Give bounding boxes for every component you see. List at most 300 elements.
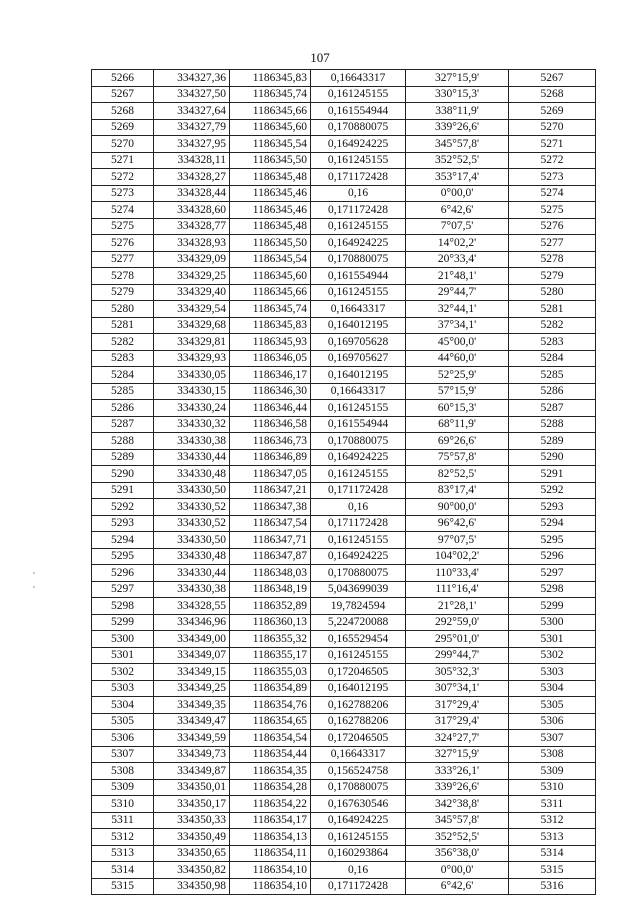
bearing-cell: 317°29,4' — [406, 697, 509, 714]
bearing-cell: 45°00,0' — [406, 334, 509, 351]
bearing-cell: 60°15,3' — [406, 400, 509, 417]
table-row — [92, 152, 596, 169]
scan-speck — [33, 572, 35, 574]
y-coordinate-cell: 1186354,10 — [230, 878, 311, 895]
distance-cell: 0,164012195 — [311, 680, 406, 697]
bearing-cell: 32°44,1' — [406, 301, 509, 318]
table-row — [92, 466, 596, 483]
x-coordinate-cell: 334330,44 — [154, 449, 230, 466]
y-coordinate-cell: 1186346,30 — [230, 383, 311, 400]
next-point-cell: 5293 — [509, 499, 596, 516]
x-coordinate-cell: 334329,68 — [154, 317, 230, 334]
y-coordinate-cell: 1186345,74 — [230, 301, 311, 318]
distance-cell: 0,172046505 — [311, 730, 406, 747]
bearing-cell: 345°57,8' — [406, 812, 509, 829]
distance-cell: 0,171172428 — [311, 482, 406, 499]
table-row — [92, 746, 596, 763]
y-coordinate-cell: 1186345,46 — [230, 202, 311, 219]
next-point-cell: 5270 — [509, 119, 596, 136]
next-point-cell: 5304 — [509, 680, 596, 697]
table-row — [92, 235, 596, 252]
next-point-cell: 5279 — [509, 268, 596, 285]
next-point-cell: 5277 — [509, 235, 596, 252]
next-point-cell: 5271 — [509, 136, 596, 153]
point-number-cell: 5281 — [92, 317, 154, 334]
y-coordinate-cell: 1186345,93 — [230, 334, 311, 351]
bearing-cell: 317°29,4' — [406, 713, 509, 730]
bearing-cell: 0°00,0' — [406, 185, 509, 202]
y-coordinate-cell: 1186354,65 — [230, 713, 311, 730]
distance-cell: 0,162788206 — [311, 697, 406, 714]
y-coordinate-cell: 1186354,17 — [230, 812, 311, 829]
x-coordinate-cell: 334330,48 — [154, 466, 230, 483]
next-point-cell: 5280 — [509, 284, 596, 301]
bearing-cell: 305°32,3' — [406, 664, 509, 681]
next-point-cell: 5312 — [509, 812, 596, 829]
next-point-cell: 5287 — [509, 400, 596, 417]
next-point-cell: 5310 — [509, 779, 596, 796]
distance-cell: 0,161554944 — [311, 268, 406, 285]
table-row — [92, 416, 596, 433]
next-point-cell: 5315 — [509, 862, 596, 879]
table-row — [92, 680, 596, 697]
distance-cell: 0,161245155 — [311, 86, 406, 103]
distance-cell: 0,164924225 — [311, 449, 406, 466]
point-number-cell: 5279 — [92, 284, 154, 301]
y-coordinate-cell: 1186360,13 — [230, 614, 311, 631]
point-number-cell: 5293 — [92, 515, 154, 532]
point-number-cell: 5307 — [92, 746, 154, 763]
distance-cell: 0,161554944 — [311, 416, 406, 433]
point-number-cell: 5275 — [92, 218, 154, 235]
table-row — [92, 433, 596, 450]
bearing-cell: 14°02,2' — [406, 235, 509, 252]
point-number-cell: 5296 — [92, 565, 154, 582]
point-number-cell: 5286 — [92, 400, 154, 417]
table-row — [92, 268, 596, 285]
bearing-cell: 292°59,0' — [406, 614, 509, 631]
table-row — [92, 136, 596, 153]
y-coordinate-cell: 1186347,05 — [230, 466, 311, 483]
next-point-cell: 5274 — [509, 185, 596, 202]
next-point-cell: 5295 — [509, 532, 596, 549]
point-number-cell: 5270 — [92, 136, 154, 153]
y-coordinate-cell: 1186345,60 — [230, 119, 311, 136]
x-coordinate-cell: 334329,40 — [154, 284, 230, 301]
bearing-cell: 37°34,1' — [406, 317, 509, 334]
x-coordinate-cell: 334349,35 — [154, 697, 230, 714]
y-coordinate-cell: 1186347,21 — [230, 482, 311, 499]
next-point-cell: 5303 — [509, 664, 596, 681]
distance-cell: 0,170880075 — [311, 251, 406, 268]
y-coordinate-cell: 1186345,66 — [230, 284, 311, 301]
bearing-cell: 90°00,0' — [406, 499, 509, 516]
bearing-cell: 352°52,5' — [406, 152, 509, 169]
point-number-cell: 5273 — [92, 185, 154, 202]
next-point-cell: 5283 — [509, 334, 596, 351]
next-point-cell: 5282 — [509, 317, 596, 334]
x-coordinate-cell: 334328,55 — [154, 598, 230, 615]
x-coordinate-cell: 334329,93 — [154, 350, 230, 367]
point-number-cell: 5300 — [92, 631, 154, 648]
distance-cell: 0,169705628 — [311, 334, 406, 351]
x-coordinate-cell: 334327,64 — [154, 103, 230, 120]
x-coordinate-cell: 334328,93 — [154, 235, 230, 252]
y-coordinate-cell: 1186348,03 — [230, 565, 311, 582]
bearing-cell: 338°11,9' — [406, 103, 509, 120]
bearing-cell: 6°42,6' — [406, 878, 509, 895]
y-coordinate-cell: 1186354,76 — [230, 697, 311, 714]
y-coordinate-cell: 1186354,22 — [230, 796, 311, 813]
table-row — [92, 614, 596, 631]
table-row — [92, 647, 596, 664]
point-number-cell: 5269 — [92, 119, 154, 136]
next-point-cell: 5289 — [509, 433, 596, 450]
x-coordinate-cell: 334349,59 — [154, 730, 230, 747]
table-row — [92, 548, 596, 565]
x-coordinate-cell: 334330,48 — [154, 548, 230, 565]
next-point-cell: 5311 — [509, 796, 596, 813]
next-point-cell: 5298 — [509, 581, 596, 598]
point-number-cell: 5310 — [92, 796, 154, 813]
x-coordinate-cell: 334327,36 — [154, 70, 230, 87]
distance-cell: 0,161245155 — [311, 829, 406, 846]
table-row — [92, 878, 596, 895]
table-row — [92, 598, 596, 615]
x-coordinate-cell: 334350,17 — [154, 796, 230, 813]
table-row — [92, 779, 596, 796]
bearing-cell: 327°15,9' — [406, 746, 509, 763]
bearing-cell: 0°00,0' — [406, 862, 509, 879]
distance-cell: 0,160293864 — [311, 845, 406, 862]
distance-cell: 0,16643317 — [311, 301, 406, 318]
distance-cell: 0,161245155 — [311, 532, 406, 549]
bearing-cell: 82°52,5' — [406, 466, 509, 483]
table-row — [92, 284, 596, 301]
bearing-cell: 52°25,9' — [406, 367, 509, 384]
next-point-cell: 5268 — [509, 86, 596, 103]
table-row — [92, 218, 596, 235]
distance-cell: 0,164012195 — [311, 367, 406, 384]
y-coordinate-cell: 1186345,50 — [230, 152, 311, 169]
table-row — [92, 70, 596, 87]
x-coordinate-cell: 334328,11 — [154, 152, 230, 169]
point-number-cell: 5292 — [92, 499, 154, 516]
table-row — [92, 317, 596, 334]
table-row — [92, 185, 596, 202]
x-coordinate-cell: 334330,50 — [154, 482, 230, 499]
table-row — [92, 119, 596, 136]
y-coordinate-cell: 1186354,11 — [230, 845, 311, 862]
point-number-cell: 5295 — [92, 548, 154, 565]
x-coordinate-cell: 334330,52 — [154, 515, 230, 532]
bearing-cell: 111°16,4' — [406, 581, 509, 598]
table-row — [92, 697, 596, 714]
x-coordinate-cell: 334349,15 — [154, 664, 230, 681]
distance-cell: 0,164924225 — [311, 136, 406, 153]
distance-cell: 0,16 — [311, 185, 406, 202]
bearing-cell: 97°07,5' — [406, 532, 509, 549]
point-number-cell: 5289 — [92, 449, 154, 466]
bearing-cell: 69°26,6' — [406, 433, 509, 450]
bearing-cell: 29°44,7' — [406, 284, 509, 301]
bearing-cell: 299°44,7' — [406, 647, 509, 664]
point-number-cell: 5298 — [92, 598, 154, 615]
distance-cell: 0,16643317 — [311, 746, 406, 763]
point-number-cell: 5304 — [92, 697, 154, 714]
bearing-cell: 68°11,9' — [406, 416, 509, 433]
next-point-cell: 5296 — [509, 548, 596, 565]
x-coordinate-cell: 334350,82 — [154, 862, 230, 879]
bearing-cell: 327°15,9' — [406, 70, 509, 87]
table-row — [92, 812, 596, 829]
y-coordinate-cell: 1186355,03 — [230, 664, 311, 681]
distance-cell: 0,171172428 — [311, 169, 406, 186]
table-row — [92, 301, 596, 318]
bearing-cell: 110°33,4' — [406, 565, 509, 582]
y-coordinate-cell: 1186355,17 — [230, 647, 311, 664]
next-point-cell: 5269 — [509, 103, 596, 120]
distance-cell: 19,7824594 — [311, 598, 406, 615]
next-point-cell: 5297 — [509, 565, 596, 582]
bearing-cell: 295°01,0' — [406, 631, 509, 648]
next-point-cell: 5290 — [509, 449, 596, 466]
distance-cell: 0,161245155 — [311, 152, 406, 169]
x-coordinate-cell: 334330,44 — [154, 565, 230, 582]
point-number-cell: 5271 — [92, 152, 154, 169]
point-number-cell: 5294 — [92, 532, 154, 549]
table-row — [92, 400, 596, 417]
next-point-cell: 5285 — [509, 367, 596, 384]
bearing-cell: 20°33,4' — [406, 251, 509, 268]
point-number-cell: 5311 — [92, 812, 154, 829]
table-row — [92, 845, 596, 862]
x-coordinate-cell: 334328,44 — [154, 185, 230, 202]
y-coordinate-cell: 1186345,60 — [230, 268, 311, 285]
distance-cell: 0,161245155 — [311, 400, 406, 417]
bearing-cell: 104°02,2' — [406, 548, 509, 565]
y-coordinate-cell: 1186347,54 — [230, 515, 311, 532]
x-coordinate-cell: 334349,87 — [154, 763, 230, 780]
distance-cell: 0,16643317 — [311, 70, 406, 87]
x-coordinate-cell: 334350,49 — [154, 829, 230, 846]
point-number-cell: 5306 — [92, 730, 154, 747]
table-row — [92, 515, 596, 532]
coordinate-table-body — [92, 70, 596, 895]
table-row — [92, 86, 596, 103]
scan-speck — [33, 586, 35, 588]
distance-cell: 0,170880075 — [311, 565, 406, 582]
next-point-cell: 5294 — [509, 515, 596, 532]
y-coordinate-cell: 1186354,10 — [230, 862, 311, 879]
table-row — [92, 251, 596, 268]
distance-cell: 0,170880075 — [311, 433, 406, 450]
bearing-cell: 83°17,4' — [406, 482, 509, 499]
point-number-cell: 5274 — [92, 202, 154, 219]
point-number-cell: 5302 — [92, 664, 154, 681]
x-coordinate-cell: 334330,38 — [154, 433, 230, 450]
y-coordinate-cell: 1186346,05 — [230, 350, 311, 367]
distance-cell: 5,224720088 — [311, 614, 406, 631]
next-point-cell: 5288 — [509, 416, 596, 433]
table-row — [92, 367, 596, 384]
bearing-cell: 339°26,6' — [406, 779, 509, 796]
y-coordinate-cell: 1186355,32 — [230, 631, 311, 648]
distance-cell: 0,164924225 — [311, 812, 406, 829]
y-coordinate-cell: 1186346,17 — [230, 367, 311, 384]
next-point-cell: 5302 — [509, 647, 596, 664]
x-coordinate-cell: 334329,54 — [154, 301, 230, 318]
y-coordinate-cell: 1186347,87 — [230, 548, 311, 565]
bearing-cell: 345°57,8' — [406, 136, 509, 153]
x-coordinate-cell: 334330,52 — [154, 499, 230, 516]
next-point-cell: 5284 — [509, 350, 596, 367]
y-coordinate-cell: 1186348,19 — [230, 581, 311, 598]
coordinate-table — [91, 69, 596, 895]
table-row — [92, 664, 596, 681]
distance-cell: 0,161554944 — [311, 103, 406, 120]
x-coordinate-cell: 334328,60 — [154, 202, 230, 219]
distance-cell: 0,16643317 — [311, 383, 406, 400]
point-number-cell: 5309 — [92, 779, 154, 796]
next-point-cell: 5299 — [509, 598, 596, 615]
y-coordinate-cell: 1186352,89 — [230, 598, 311, 615]
bearing-cell: 75°57,8' — [406, 449, 509, 466]
y-coordinate-cell: 1186354,89 — [230, 680, 311, 697]
next-point-cell: 5276 — [509, 218, 596, 235]
bearing-cell: 356°38,0' — [406, 845, 509, 862]
next-point-cell: 5314 — [509, 845, 596, 862]
distance-cell: 0,16 — [311, 862, 406, 879]
point-number-cell: 5291 — [92, 482, 154, 499]
x-coordinate-cell: 334328,77 — [154, 218, 230, 235]
y-coordinate-cell: 1186354,28 — [230, 779, 311, 796]
table-row — [92, 499, 596, 516]
bearing-cell: 339°26,6' — [406, 119, 509, 136]
y-coordinate-cell: 1186345,46 — [230, 185, 311, 202]
next-point-cell: 5291 — [509, 466, 596, 483]
distance-cell: 0,170880075 — [311, 119, 406, 136]
bearing-cell: 96°42,6' — [406, 515, 509, 532]
bearing-cell: 6°42,6' — [406, 202, 509, 219]
bearing-cell: 307°34,1' — [406, 680, 509, 697]
point-number-cell: 5301 — [92, 647, 154, 664]
next-point-cell: 5301 — [509, 631, 596, 648]
x-coordinate-cell: 334349,25 — [154, 680, 230, 697]
point-number-cell: 5314 — [92, 862, 154, 879]
table-row — [92, 565, 596, 582]
point-number-cell: 5268 — [92, 103, 154, 120]
table-row — [92, 862, 596, 879]
x-coordinate-cell: 334350,33 — [154, 812, 230, 829]
x-coordinate-cell: 334330,38 — [154, 581, 230, 598]
y-coordinate-cell: 1186345,83 — [230, 70, 311, 87]
point-number-cell: 5308 — [92, 763, 154, 780]
x-coordinate-cell: 334330,32 — [154, 416, 230, 433]
x-coordinate-cell: 334327,50 — [154, 86, 230, 103]
x-coordinate-cell: 334329,81 — [154, 334, 230, 351]
x-coordinate-cell: 334349,73 — [154, 746, 230, 763]
bearing-cell: 21°48,1' — [406, 268, 509, 285]
table-row — [92, 482, 596, 499]
x-coordinate-cell: 334330,15 — [154, 383, 230, 400]
x-coordinate-cell: 334330,24 — [154, 400, 230, 417]
y-coordinate-cell: 1186346,44 — [230, 400, 311, 417]
table-row — [92, 532, 596, 549]
distance-cell: 0,164012195 — [311, 317, 406, 334]
next-point-cell: 5306 — [509, 713, 596, 730]
x-coordinate-cell: 334330,50 — [154, 532, 230, 549]
y-coordinate-cell: 1186354,35 — [230, 763, 311, 780]
x-coordinate-cell: 334349,00 — [154, 631, 230, 648]
point-number-cell: 5305 — [92, 713, 154, 730]
next-point-cell: 5308 — [509, 746, 596, 763]
y-coordinate-cell: 1186345,54 — [230, 136, 311, 153]
point-number-cell: 5282 — [92, 334, 154, 351]
next-point-cell: 5313 — [509, 829, 596, 846]
y-coordinate-cell: 1186345,66 — [230, 103, 311, 120]
x-coordinate-cell: 334330,05 — [154, 367, 230, 384]
x-coordinate-cell: 334350,98 — [154, 878, 230, 895]
next-point-cell: 5300 — [509, 614, 596, 631]
bearing-cell: 352°52,5' — [406, 829, 509, 846]
y-coordinate-cell: 1186345,50 — [230, 235, 311, 252]
x-coordinate-cell: 334328,27 — [154, 169, 230, 186]
point-number-cell: 5303 — [92, 680, 154, 697]
point-number-cell: 5267 — [92, 86, 154, 103]
distance-cell: 0,171172428 — [311, 515, 406, 532]
next-point-cell: 5292 — [509, 482, 596, 499]
bearing-cell: 330°15,3' — [406, 86, 509, 103]
page-number: 107 — [310, 50, 330, 65]
point-number-cell: 5312 — [92, 829, 154, 846]
point-number-cell: 5285 — [92, 383, 154, 400]
next-point-cell: 5275 — [509, 202, 596, 219]
next-point-cell: 5307 — [509, 730, 596, 747]
distance-cell: 0,161245155 — [311, 284, 406, 301]
x-coordinate-cell: 334349,07 — [154, 647, 230, 664]
distance-cell: 0,164924225 — [311, 548, 406, 565]
next-point-cell: 5305 — [509, 697, 596, 714]
y-coordinate-cell: 1186347,38 — [230, 499, 311, 516]
table-row — [92, 581, 596, 598]
next-point-cell: 5316 — [509, 878, 596, 895]
table-row — [92, 169, 596, 186]
x-coordinate-cell: 334327,79 — [154, 119, 230, 136]
distance-cell: 0,172046505 — [311, 664, 406, 681]
y-coordinate-cell: 1186346,89 — [230, 449, 311, 466]
distance-cell: 0,156524758 — [311, 763, 406, 780]
table-row — [92, 350, 596, 367]
distance-cell: 0,169705627 — [311, 350, 406, 367]
bearing-cell: 57°15,9' — [406, 383, 509, 400]
distance-cell: 0,171172428 — [311, 202, 406, 219]
table-row — [92, 202, 596, 219]
distance-cell: 0,161245155 — [311, 647, 406, 664]
point-number-cell: 5283 — [92, 350, 154, 367]
table-row — [92, 730, 596, 747]
next-point-cell: 5286 — [509, 383, 596, 400]
point-number-cell: 5284 — [92, 367, 154, 384]
point-number-cell: 5277 — [92, 251, 154, 268]
bearing-cell: 353°17,4' — [406, 169, 509, 186]
distance-cell: 0,161245155 — [311, 218, 406, 235]
point-number-cell: 5272 — [92, 169, 154, 186]
point-number-cell: 5288 — [92, 433, 154, 450]
y-coordinate-cell: 1186354,13 — [230, 829, 311, 846]
point-number-cell: 5287 — [92, 416, 154, 433]
y-coordinate-cell: 1186346,73 — [230, 433, 311, 450]
